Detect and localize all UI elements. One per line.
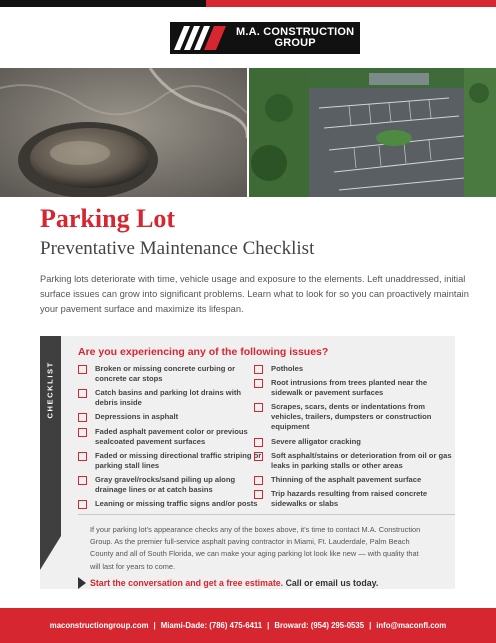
cta-arrow-icon xyxy=(78,577,86,589)
checklist-item[interactable] xyxy=(254,364,454,374)
checklist-right-column xyxy=(254,364,454,513)
miami-phone-link[interactable]: Miami-Dade: (786) 475-6411 xyxy=(160,621,263,630)
checklist-item-label: Catch basins and parking lot drains with debris inside xyxy=(95,388,241,408)
checklist-item-label: Potholes xyxy=(271,364,304,373)
checklist-item[interactable] xyxy=(78,364,263,384)
checkbox[interactable] xyxy=(78,413,87,422)
company-logo xyxy=(170,21,360,55)
footer-separator: | xyxy=(267,621,270,630)
checklist-item-label: Trip hazards resulting from raised concrete sidewalks or slabs xyxy=(271,489,428,509)
website-link[interactable]: maconstructiongroup.com xyxy=(49,621,149,630)
checkbox[interactable] xyxy=(254,476,263,485)
page-subtitle: Preventative Maintenance Checklist xyxy=(40,238,315,259)
checkbox[interactable] xyxy=(254,379,263,388)
top-bar-accent xyxy=(206,0,496,7)
checklist-tab-text: CHECKLIST xyxy=(45,361,55,419)
checklist-item[interactable] xyxy=(78,475,263,495)
checklist-item-label: Thinning of the asphalt pavement surface xyxy=(271,474,422,484)
logo-wordmark xyxy=(230,22,360,54)
checklist-tab-tail xyxy=(40,536,61,570)
cta-estimate-text: Start the conversation and get a free estimate. xyxy=(90,578,284,588)
checklist-item[interactable] xyxy=(254,402,454,432)
checklist-item[interactable] xyxy=(78,427,263,447)
footer-separator: | xyxy=(153,621,156,630)
checklist-item[interactable] xyxy=(254,475,454,485)
checklist-item[interactable] xyxy=(254,437,454,447)
top-bar xyxy=(0,0,496,7)
logo-line-1: M.A. CONSTRUCTION xyxy=(236,26,355,38)
cta-line xyxy=(90,578,378,588)
intro-paragraph: Parking lots deteriorate with time, vehicle usage and exposure to the elements. Left unaddressed, initial surface issues can grow into significant problems. Learn what to look for so you can proactively maintain your pavement surface and maximize its lifespan. xyxy=(40,274,469,314)
checkbox[interactable] xyxy=(254,365,263,374)
checklist-left-column xyxy=(78,364,263,513)
contact-footer xyxy=(0,608,496,643)
checklist-item[interactable] xyxy=(78,388,263,408)
footer-separator: | xyxy=(369,621,372,630)
pothole-photo xyxy=(0,68,247,197)
checkbox[interactable] xyxy=(78,452,87,461)
checklist-item[interactable] xyxy=(254,378,454,398)
checklist-item-label: Faded asphalt pavement color or previous sealcoated pavement surfaces xyxy=(95,426,248,446)
checklist-question: Are you experiencing any of the following issues? xyxy=(78,346,329,358)
logo-line-2: GROUP xyxy=(274,37,316,49)
checklist-item-label: Root intrusions from trees planted near the sidewalk or pavement surfaces xyxy=(271,378,428,398)
logo-mark-icon xyxy=(170,22,230,54)
checkbox[interactable] xyxy=(254,490,263,499)
checklist-item-label: Broken or missing concrete curbing or concrete car stops xyxy=(95,364,236,383)
checkbox[interactable] xyxy=(78,365,87,374)
cta-paragraph: If your parking lot's appearance checks any of the boxes above, it's time to contact M.A. Construction Group. As the premier full-service asphalt paving contractor in Miami, Ft. Lauderdale, Palm Beach County and all of South Florida, we can make your aging parking lot look like new — with quality that will last for years to come. xyxy=(90,525,421,571)
checklist-item-label: Faded or missing directional traffic striping or parking stall lines xyxy=(95,450,262,470)
checklist-item[interactable] xyxy=(254,489,454,509)
checklist-divider xyxy=(78,514,455,515)
checklist-item-label: Severe alligator cracking xyxy=(271,436,361,446)
checklist-item-label: Depressions in asphalt xyxy=(95,412,179,422)
broward-phone-link[interactable]: Broward: (954) 295-0535 xyxy=(274,621,365,630)
email-link[interactable]: info@maconfl.com xyxy=(376,621,447,630)
cta-call-text: Call or email us today. xyxy=(285,578,379,588)
checkbox[interactable] xyxy=(254,452,263,461)
checkbox[interactable] xyxy=(78,389,87,398)
checkbox[interactable] xyxy=(78,476,87,485)
checkbox[interactable] xyxy=(78,500,87,509)
checklist-item-label: Leaning or missing traffic signs and/or posts xyxy=(95,499,258,509)
parking-lot-aerial-photo xyxy=(249,68,496,197)
checklist-item[interactable] xyxy=(78,499,263,509)
checklist-item[interactable] xyxy=(78,451,263,471)
page-title: Parking Lot xyxy=(40,204,176,233)
checklist-item-label: Scrapes, scars, dents or indentations from vehicles, trailers, dumpsters or construction equipment xyxy=(271,402,432,432)
checkbox[interactable] xyxy=(254,403,263,412)
checkbox[interactable] xyxy=(254,438,263,447)
checklist-item[interactable] xyxy=(78,412,263,422)
checklist-item-label: Gray gravel/rocks/sand piling up along drainage lines or at catch basins xyxy=(95,474,236,494)
checkbox[interactable] xyxy=(78,428,87,437)
checklist-item[interactable] xyxy=(254,451,454,471)
checklist-item-label: Soft asphalt/stains or deterioration from oil or gas leaks in parking stalls or other areas xyxy=(271,450,452,470)
